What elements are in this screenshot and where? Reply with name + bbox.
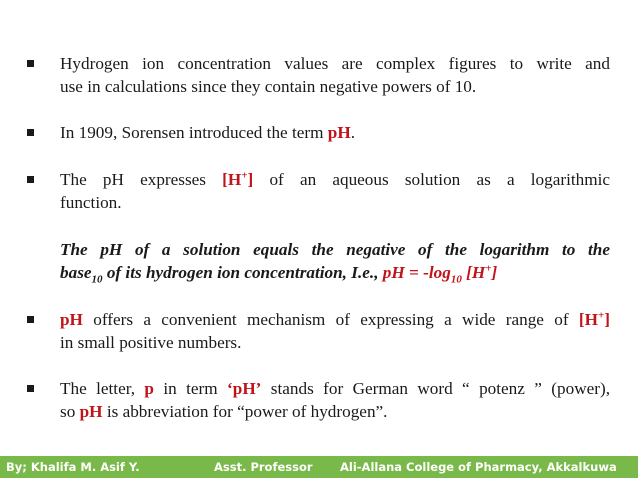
text-run: of an aqueous solution as a logarithmic — [253, 170, 610, 189]
text-run: pH = -log — [382, 263, 451, 282]
bullet-text-line — [60, 400, 610, 423]
superscript: + — [597, 309, 605, 322]
definition-line: The pH of a solution equals the negative of the logarithm to the — [60, 240, 610, 259]
bullet-letter-p — [60, 377, 610, 423]
bullet-sorensen — [60, 121, 610, 144]
text-run: The pH expresses — [60, 170, 223, 189]
ph-formula — [382, 262, 498, 286]
text-run: ] — [247, 170, 254, 189]
footer-role: Asst. Professor — [214, 460, 313, 474]
footer-bar — [0, 456, 638, 478]
definition-line — [60, 261, 610, 284]
bullet-convenient-mechanism — [60, 308, 610, 354]
text-run: ] — [604, 310, 610, 329]
highlight-term: p — [144, 379, 154, 398]
highlight-term — [222, 170, 253, 189]
bullet-text-line: in small positive numbers. — [60, 333, 242, 352]
text-run: offers a convenient mechanism of expressing a wide range of — [82, 310, 579, 329]
ph-definition — [60, 238, 610, 284]
text-run: base — [60, 263, 92, 282]
bullet-square-icon — [27, 60, 34, 67]
superscript: + — [241, 169, 248, 182]
bullet-text-line: use in calculations since they contain negative powers of 10. — [60, 77, 477, 96]
footer-author: By; Khalifa M. Asif Y. — [6, 460, 140, 474]
bullet-square-icon — [27, 176, 34, 183]
highlight-term: pH — [60, 310, 83, 329]
highlight-term — [579, 310, 610, 329]
superscript: + — [485, 262, 492, 275]
text-run: The letter, — [60, 379, 145, 398]
text-run: so — [60, 402, 80, 421]
footer-institution: Ali-Allana College of Pharmacy, Akkalkuwa — [340, 460, 617, 474]
bullet-text-line: Hydrogen ion concentration values are complex figures to write and — [60, 54, 610, 73]
bullet-square-icon — [27, 316, 34, 323]
bullet-square-icon — [27, 385, 34, 392]
subscript: 10 — [450, 273, 462, 286]
text-run: [H — [222, 170, 242, 189]
text-run: of its hydrogen ion concentration, I.e., — [102, 263, 383, 282]
text-run: In 1909, Sorensen introduced the term — [60, 123, 328, 142]
bullet-text-line — [60, 377, 610, 400]
highlight-term: pH — [79, 402, 103, 421]
text-run: [H — [578, 310, 598, 329]
bullet-text-line: function. — [60, 193, 122, 212]
text-run: ] — [491, 263, 498, 282]
text-run: stands for German word “ potenz ” (power), — [261, 379, 610, 398]
bullet-text-line — [60, 308, 610, 331]
highlight-term: pH — [327, 123, 351, 142]
text-run: in term — [153, 379, 228, 398]
bullet-text-line — [60, 168, 610, 191]
text-run: [H — [461, 263, 486, 282]
text-run: is abbreviation for “power of hydrogen”. — [102, 402, 388, 421]
bullet-ph-expresses — [60, 168, 610, 214]
subscript: 10 — [91, 273, 103, 286]
bullet-hydrogen-ion — [60, 52, 610, 98]
text-run: . — [350, 123, 356, 142]
bullet-text-line — [60, 121, 610, 144]
highlight-term: ‘pH’ — [227, 379, 262, 398]
bullet-square-icon — [27, 129, 34, 136]
